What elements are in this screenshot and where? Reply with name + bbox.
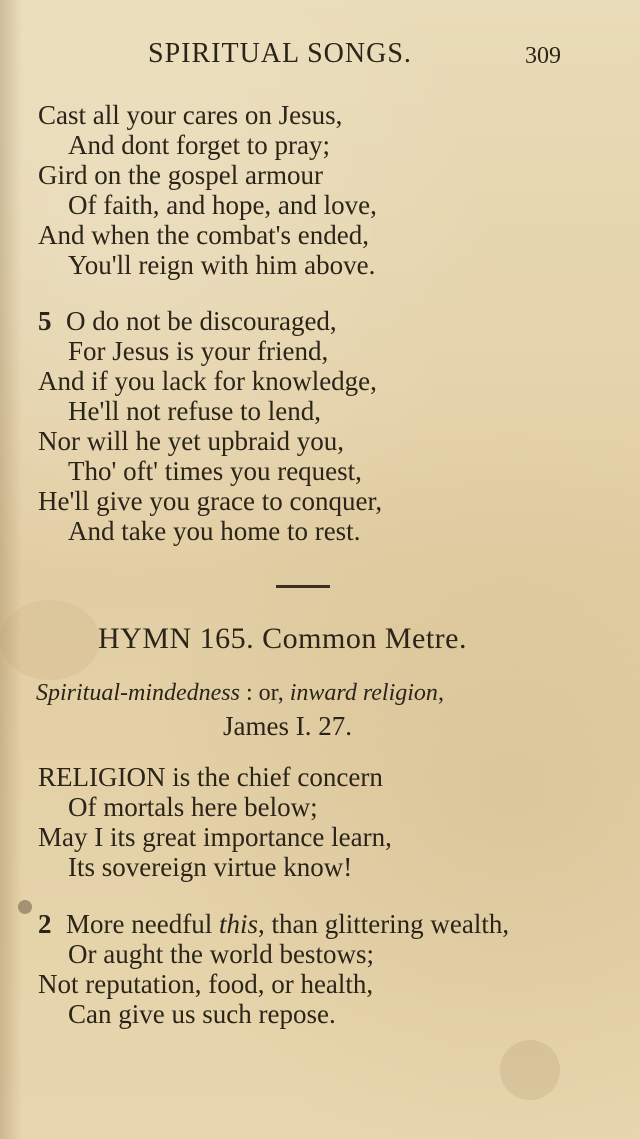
stain-spot (500, 1040, 560, 1100)
verse-line: Not reputation, food, or health, (38, 969, 374, 999)
verse-line: Tho' oft' times you request, (68, 456, 362, 486)
verse-line-numbered (38, 909, 598, 939)
verse-line-numbered (38, 306, 598, 336)
verse-line: Of mortals here below; (68, 792, 318, 822)
verse-line: May I its great importance learn, (38, 822, 392, 852)
verse-line: And when the combat's ended, (38, 220, 370, 250)
verse-line: RELIGION is the chief concern (38, 762, 383, 792)
running-header: SPIRITUAL SONGS. (148, 38, 412, 69)
subject-tail: , (437, 680, 444, 706)
stanza-two (38, 909, 598, 1029)
verse-number: 2 (38, 909, 52, 939)
subject-italic-two: inward religion (289, 680, 438, 706)
verse-line: And if you lack for knowledge, (38, 366, 377, 396)
verse-line: For Jesus is your friend, (68, 336, 329, 366)
verse-line: Can give us such repose. (68, 999, 336, 1029)
verse-line: He'll give you grace to conquer, (38, 486, 383, 516)
verse-number: 5 (38, 306, 52, 336)
section-divider (276, 585, 330, 588)
stanza-one (38, 762, 598, 882)
stanza-continuation (38, 100, 598, 280)
verse-line-text: O do not be discouraged, (66, 306, 337, 336)
hymn-heading: HYMN 165. Common Metre. (98, 622, 467, 655)
verse-line: Or aught the world bestows; (68, 939, 374, 969)
verse-line: You'll reign with him above. (68, 250, 376, 280)
verse-line: And dont forget to pray; (68, 130, 330, 160)
subject-italic: Spiritual-mindedness (36, 680, 240, 706)
verse-line: He'll not refuse to lend, (68, 396, 322, 426)
subject-separator: : or, (246, 680, 284, 706)
stain-spot (0, 600, 100, 680)
ink-spot (18, 900, 32, 914)
verse-line-emphasis: this (218, 909, 258, 939)
verse-line: Gird on the gospel armour (38, 160, 323, 190)
hymn-subject (36, 680, 616, 707)
page-gutter-shadow (0, 0, 22, 1139)
scripture-reference: James I. 27. (223, 711, 352, 741)
verse-line: And take you home to rest. (68, 516, 361, 546)
verse-line: Cast all your cares on Jesus, (38, 100, 343, 130)
page-number: 309 (525, 43, 561, 69)
verse-line-part: More needful (66, 909, 219, 939)
stanza-five (38, 306, 598, 546)
verse-line-part: , than glittering wealth, (257, 909, 510, 939)
verse-line: Of faith, and hope, and love, (68, 190, 377, 220)
verse-line: Its sovereign virtue know! (68, 852, 353, 882)
verse-line: Nor will he yet upbraid you, (38, 426, 344, 456)
